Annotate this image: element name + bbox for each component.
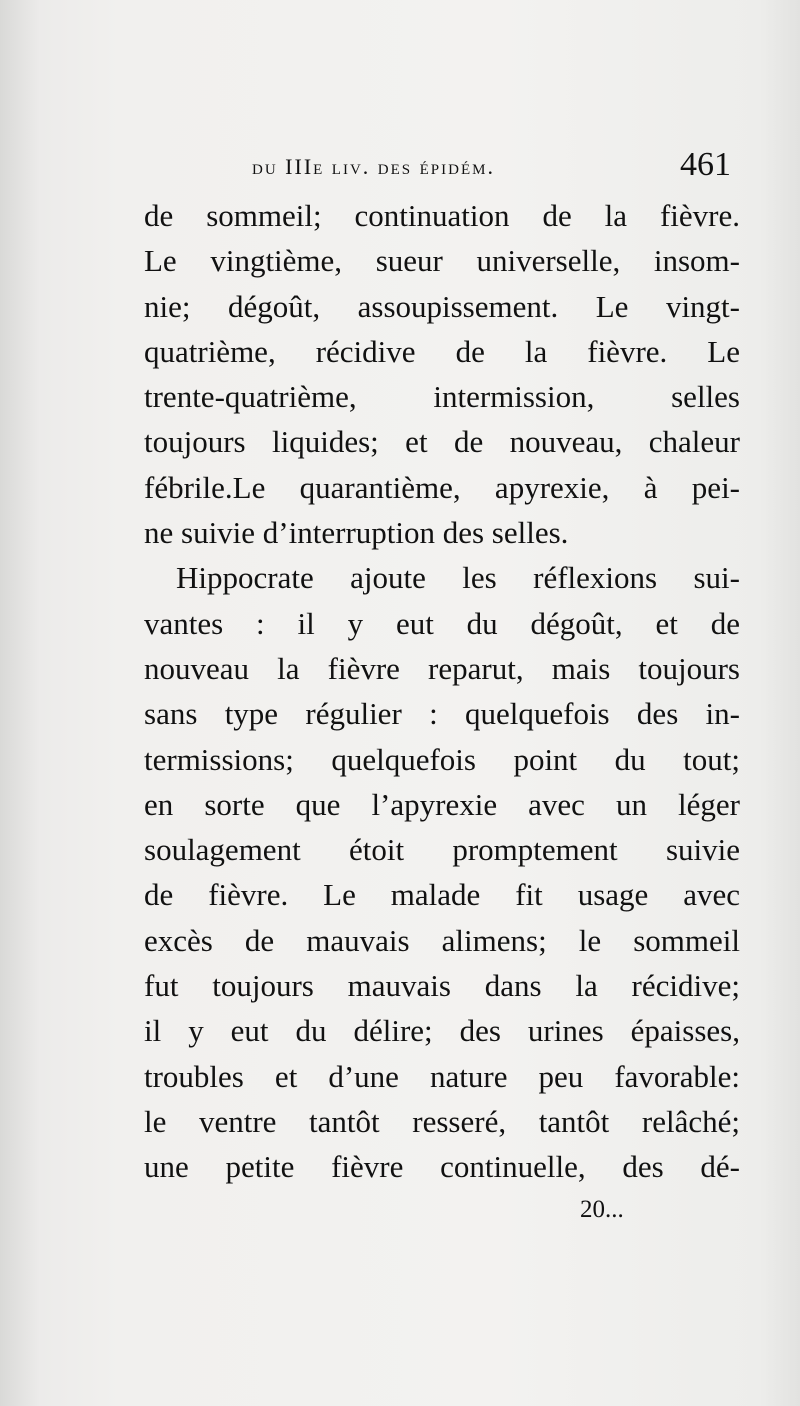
text-line: trente-quatrième, intermission, selles <box>144 379 740 415</box>
text-line: fébrile.Le quarantième, apyrexie, à pei- <box>144 469 740 505</box>
text-line: de fièvre. Le malade fit usage avec <box>144 877 740 913</box>
text-line: troubles et d’une nature peu favorable: <box>144 1058 740 1094</box>
text-line: fut toujours mauvais dans la récidive; <box>144 968 740 1004</box>
text-line: quatrième, récidive de la fièvre. Le <box>144 333 740 369</box>
text-line: nouveau la fièvre reparut, mais toujours <box>144 650 740 686</box>
text-line: termissions; quelquefois point du tout; <box>144 741 740 777</box>
text-line: excès de mauvais alimens; le sommeil <box>144 922 740 958</box>
text-line: vantes : il y eut du dégoût, et de <box>144 605 740 641</box>
text-line: le ventre tantôt resseré, tantôt relâché; <box>144 1103 740 1139</box>
text-line: il y eut du délire; des urines épaisses, <box>144 1013 740 1049</box>
page-header <box>252 148 742 188</box>
text-line: soulagement étoit promptement suivie <box>144 832 740 868</box>
text-line: de sommeil; continuation de la fièvre. <box>144 198 740 233</box>
body-text <box>144 193 740 1190</box>
text-line: Le vingtième, sueur universelle, insom- <box>144 243 740 279</box>
text-line: Hippocrate ajoute les réflexions sui- <box>176 560 740 596</box>
text-line: en sorte que l’apyrexie avec un léger <box>144 786 740 822</box>
text-line: une petite fièvre continuelle, des dé- <box>144 1149 740 1185</box>
text-line: toujours liquides; et de nouveau, chaleur <box>144 424 740 460</box>
running-title: du IIIe liv. des épidém. <box>252 154 495 179</box>
text-line: ne suivie d’interruption des selles. <box>144 515 569 551</box>
text-line: nie; dégoût, assoupissement. Le vingt- <box>144 288 740 324</box>
text-line: sans type régulier : quelquefois des in- <box>144 696 740 732</box>
page-number: 461 <box>680 146 731 183</box>
catchword: 20... <box>580 1196 624 1223</box>
